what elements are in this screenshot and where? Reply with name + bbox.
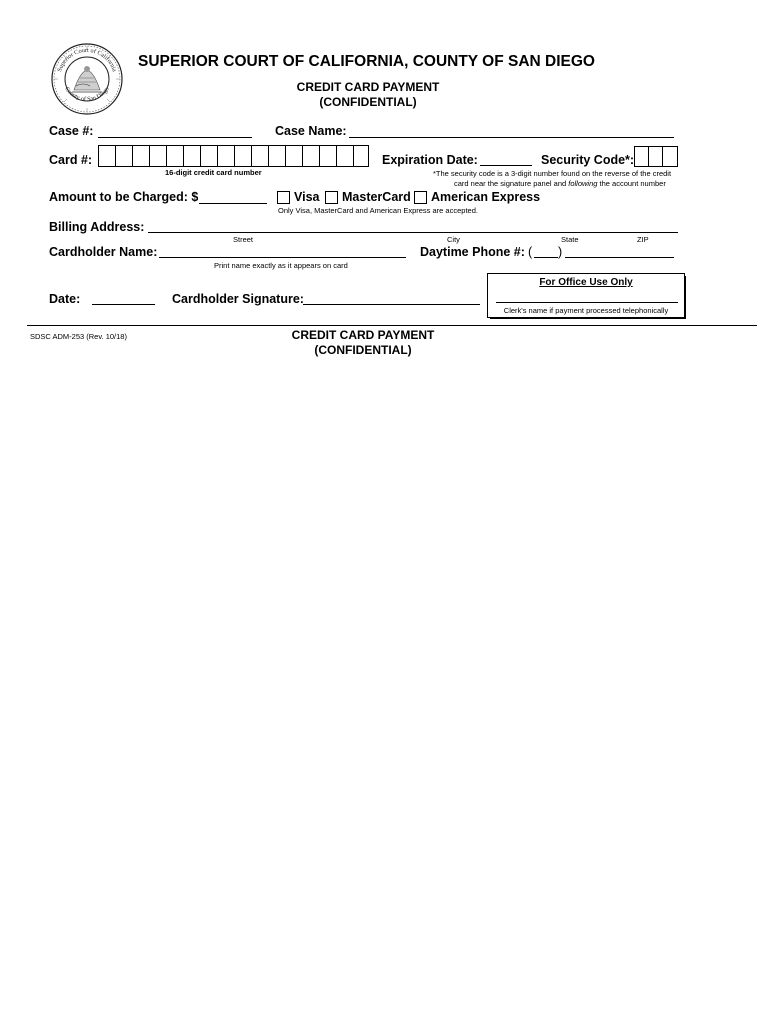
phone-area-close: ) — [558, 245, 563, 259]
phone-area-open: ( — [528, 245, 533, 259]
signature-label: Cardholder Signature: — [172, 292, 304, 306]
card-digit-box[interactable] — [115, 145, 133, 167]
security-code-note-line1: *The security code is a 3-digit number found on the reverse of the credit — [433, 169, 672, 178]
security-note-part-a: card near the signature panel and — [454, 179, 569, 188]
office-use-box-shadow-bottom — [490, 317, 686, 319]
expiration-date-field[interactable] — [480, 165, 532, 166]
security-note-emphasis: following — [568, 179, 598, 188]
phone-area-code-field[interactable] — [534, 257, 558, 258]
billing-zip-hint: ZIP — [637, 235, 649, 244]
daytime-phone-label: Daytime Phone #: — [420, 245, 525, 259]
cardholder-name-hint: Print name exactly as it appears on card — [214, 261, 348, 270]
footer-subtitle: (CONFIDENTIAL) — [314, 343, 412, 357]
security-note-part-b: the account number — [597, 179, 666, 188]
american-express-checkbox[interactable] — [414, 191, 427, 204]
visa-checkbox[interactable] — [277, 191, 290, 204]
phone-number-field[interactable] — [565, 257, 674, 258]
seal-text-top: Superior Court of California — [56, 46, 118, 73]
form-subtitle: (CONFIDENTIAL) — [319, 95, 417, 109]
american-express-label: American Express — [431, 190, 541, 204]
office-use-box-shadow-right — [684, 276, 686, 319]
billing-city-hint: City — [447, 235, 460, 244]
amount-field[interactable] — [199, 203, 267, 204]
card-digit-box[interactable] — [319, 145, 337, 167]
case-name-label: Case Name: — [275, 124, 347, 138]
case-number-label: Case #: — [49, 124, 94, 138]
form-title: CREDIT CARD PAYMENT — [296, 80, 440, 94]
office-use-title: For Office Use Only — [539, 277, 633, 288]
card-digit-box[interactable] — [200, 145, 218, 167]
card-digit-box[interactable] — [183, 145, 201, 167]
card-digit-box[interactable] — [251, 145, 269, 167]
mastercard-label: MasterCard — [342, 190, 411, 204]
card-number-hint: 16-digit credit card number — [165, 168, 262, 177]
footer-title: CREDIT CARD PAYMENT — [291, 328, 435, 342]
billing-street-hint: Street — [233, 235, 254, 244]
court-seal — [50, 42, 124, 116]
form-id: SDSC ADM-253 (Rev. 10/18) — [30, 332, 127, 341]
mastercard-checkbox[interactable] — [325, 191, 338, 204]
card-number-boxes — [98, 145, 368, 167]
court-title: SUPERIOR COURT OF CALIFORNIA, COUNTY OF SAN DIEGO — [138, 53, 595, 70]
cardholder-name-field[interactable] — [159, 257, 406, 258]
card-digit-box[interactable] — [217, 145, 235, 167]
card-number-label: Card #: — [49, 153, 93, 167]
security-code-label: Security Code*: — [541, 153, 635, 167]
security-digit-box[interactable] — [662, 146, 678, 167]
expiration-date-label: Expiration Date: — [382, 153, 478, 167]
office-use-box — [487, 273, 685, 318]
card-digit-box[interactable] — [336, 145, 354, 167]
card-digit-box[interactable] — [234, 145, 252, 167]
clerk-name-field[interactable] — [496, 302, 678, 303]
security-digit-box[interactable] — [634, 146, 649, 167]
security-digit-box[interactable] — [648, 146, 663, 167]
security-code-boxes — [634, 146, 678, 166]
seal-text-bottom: County of San Diego — [63, 85, 111, 103]
billing-address-label: Billing Address: — [49, 220, 145, 234]
footer-divider — [27, 325, 757, 326]
card-digit-box[interactable] — [149, 145, 167, 167]
court-seal-icon — [50, 42, 124, 116]
billing-state-hint: State — [561, 235, 579, 244]
card-digit-box[interactable] — [353, 145, 369, 167]
billing-address-field[interactable] — [148, 232, 678, 233]
card-digit-box[interactable] — [302, 145, 320, 167]
amount-label: Amount to be Charged: $ — [49, 190, 199, 204]
visa-label: Visa — [294, 190, 320, 204]
card-digit-box[interactable] — [285, 145, 303, 167]
security-code-note-line2 — [454, 179, 666, 188]
date-field[interactable] — [92, 304, 155, 305]
case-number-field[interactable] — [98, 137, 252, 138]
clerk-name-hint: Clerk's name if payment processed telephonically — [503, 306, 669, 315]
cardholder-signature-field[interactable] — [303, 304, 480, 305]
card-digit-box[interactable] — [268, 145, 286, 167]
case-name-field[interactable] — [349, 137, 674, 138]
card-digit-box[interactable] — [132, 145, 150, 167]
cardholder-name-label: Cardholder Name: — [49, 245, 158, 259]
card-digit-box[interactable] — [166, 145, 184, 167]
date-label: Date: — [49, 292, 81, 306]
accepted-cards-note: Only Visa, MasterCard and American Express are accepted. — [278, 206, 478, 215]
card-digit-box[interactable] — [98, 145, 116, 167]
